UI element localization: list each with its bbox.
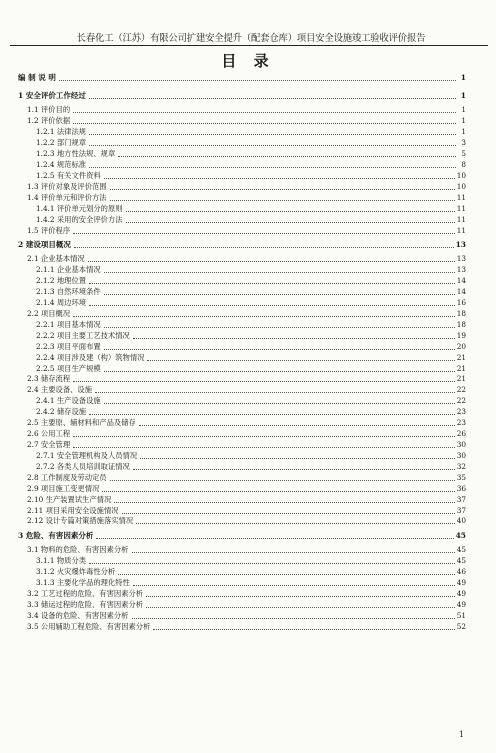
dot-leader [133,585,455,586]
toc-entry [36,319,466,330]
dot-leader [89,134,456,135]
toc-entry [27,494,466,505]
toc-entry [27,505,466,516]
toc-entry-label: 1.2 评价依据 [27,116,71,126]
toc-entry-label: 1.3 评价对象及评价范围 [27,181,107,191]
toc-entry-page: 40 [456,516,466,526]
toc-entry-label: 2.7 安全管理 [27,439,71,449]
toc-entry [36,406,466,417]
toc-entry-label: 2.1.2 地理位置 [36,276,87,286]
toc-entry [36,297,466,308]
dot-leader [110,189,455,190]
toc-entry-label: 2.1 企业基本情况 [27,254,85,264]
toc-entry-label: 2.2.5 项目生产规模 [36,363,101,373]
dot-leader [89,414,455,415]
dot-leader [73,316,455,317]
toc-entry-label: 1.2.5 有关文件资料 [36,170,101,180]
toc-entry [27,439,466,450]
toc-entry-label: 1.2.4 规范标准 [36,159,87,169]
toc-entry-label: 1.4.1 评价单元划分的原则 [36,203,123,213]
toc-entry-page: 46 [456,567,466,577]
toc-entry-page: 16 [456,298,466,307]
toc-entry [36,330,466,341]
toc-entry-label: 1.4 评价单元和评价方法 [27,192,107,202]
dot-leader [104,371,455,372]
toc-title: 目 录 [221,52,275,70]
toc-entry [36,395,466,406]
toc-entry [36,555,466,566]
toc-entry [36,286,466,297]
dot-leader [89,145,456,146]
dot-leader [73,112,456,113]
toc-entry [36,275,466,286]
toc-entry-page: 10 [456,181,466,191]
toc-entry-page: 3 [461,138,466,148]
toc-entry-label: 2.1.3 自然环境条件 [36,287,101,297]
toc-entry-page: 11 [456,214,466,224]
toc-entry [27,373,466,384]
dot-leader [133,338,455,339]
toc-entry-label: 编 制 说 明 [18,73,56,82]
toc-entry-label: 1.2.3 地方性法规、规章 [36,149,116,158]
toc-entry-label: 2.4.2 储存设施 [36,407,87,417]
dot-leader [118,574,454,575]
toc-entry-label: 2.1.1 企业基本情况 [36,265,101,275]
toc-entry-page: 45 [455,530,466,540]
toc-entry-page: 35 [456,472,466,482]
dot-leader [146,596,455,597]
toc-entry [36,203,466,214]
toc-entry-label: 3.4 设备的危险、有害因素分析 [27,610,129,620]
dot-leader [118,156,456,157]
toc-entry-page: 11 [456,192,466,202]
toc-entry-page: 10 [456,170,466,180]
dot-leader [110,480,455,481]
dot-leader [89,167,456,168]
report-header: 长春化工（江苏）有限公司扩建安全提升（配套仓库）项目安全设施竣工验收评价报告 [76,33,426,44]
toc-entry [27,515,466,526]
toc-entry [36,264,466,275]
toc-entry [36,577,466,588]
dot-leader [132,618,455,619]
toc-entry-page: 32 [456,461,466,471]
dot-leader [104,327,455,328]
dot-leader [110,200,455,201]
toc-entry-page: 14 [456,287,466,297]
dot-leader [73,381,455,382]
toc-entry-label: 2.2.2 项目主要工艺技术情况 [36,330,130,340]
toc-entry-page: 1 [461,116,466,126]
dot-leader [126,211,455,212]
toc-entry-page: 13 [456,265,466,275]
dot-leader [73,436,455,437]
toc-entry-label: 3.5 公用辅助工程危险、有害因素分析 [27,621,151,631]
dot-leader [136,523,455,524]
toc-entry [27,428,466,439]
toc-entry [36,159,466,170]
dot-leader [132,552,455,553]
toc-entry-label: 1.4.2 采用的安全评价方法 [36,214,123,224]
toc-entry-page: 19 [456,330,466,340]
toc-entry-label: 1 安全评价工作经过 [18,90,86,100]
toc-entry [27,610,466,621]
toc-entry-page: 18 [456,319,466,329]
toc-entry-label: 2.12 设计专篇对策措施落实情况 [27,516,134,526]
toc-entry-page: 23 [456,418,466,428]
toc-entry-page: 49 [456,588,466,598]
toc-entry-page: 1 [460,90,466,100]
dot-leader [104,294,455,295]
toc-entry-page: 26 [456,429,466,438]
dot-leader [126,222,455,223]
toc-entry [36,341,466,352]
dot-leader [95,392,455,393]
toc-entry-page: 21 [456,374,466,384]
toc-entry-label: 1.5 评价程序 [27,225,71,235]
toc-entry-label: 2.2.1 项目基本情况 [36,319,101,329]
toc-entry [36,566,466,577]
toc-entry [27,384,466,395]
toc-entry-label: 2.3 储存流程 [27,374,71,384]
toc-entry [36,170,466,181]
toc-entry [36,363,466,374]
dot-leader [104,403,455,404]
toc-entry-page: 37 [456,505,466,515]
toc-entry-page: 1 [461,105,466,115]
toc-entry-label: 2.2 项目概况 [27,308,71,318]
toc-entry-page: 37 [456,494,466,504]
dot-leader [89,305,455,306]
toc-entry-page: 8 [461,159,466,169]
toc-entry-label: 2.4 主要设备、设施 [27,385,93,395]
toc-entry-page: 21 [456,352,466,362]
toc-entry [27,115,466,126]
dot-leader [140,458,455,459]
toc-entry [27,472,466,483]
toc-entry-page: 5 [461,149,466,158]
toc-entry [18,239,466,250]
toc-entry [36,148,466,159]
dot-leader [104,178,455,179]
dot-leader [74,247,454,248]
toc-entry-label: 3.1 物料的危险、有害因素分析 [27,545,129,555]
dot-leader [73,233,455,234]
toc-entry [36,137,466,148]
toc-entry [27,544,466,555]
toc-entry-page: 52 [456,621,466,631]
toc-entry [36,450,466,461]
toc-entry [27,308,466,319]
toc-entry-page: 1 [461,127,466,137]
toc-entry [27,225,466,236]
toc-entry-page: 1 [460,73,466,82]
toc-entry [36,461,466,472]
dot-leader [96,538,453,539]
toc-entry [18,530,466,541]
toc-entry [27,599,466,610]
toc-entry-page: 14 [456,276,466,286]
dot-leader [133,469,455,470]
toc-entry [27,104,466,115]
toc-entry-page: 30 [456,450,466,460]
dot-leader [59,80,456,81]
toc-entry-label: 2.8 工作制度及劳动定员 [27,472,107,482]
dot-leader [139,425,455,426]
toc-entry-page: 18 [456,308,466,318]
toc-entry-page: 21 [456,363,466,373]
page-number: 1 [458,730,464,739]
toc-entry-page: 30 [456,439,466,449]
dot-leader [104,272,455,273]
toc-entry-label: 3.1.2 火灾爆炸毒性分析 [36,567,116,577]
dot-leader [102,491,454,492]
toc-entry-page: 11 [456,203,466,213]
toc-entry [27,181,466,192]
dot-leader [89,98,456,99]
toc-entry [36,126,466,137]
toc-entry [27,621,466,632]
toc-entry-label: 3 危险、有害因素分析 [18,530,94,540]
toc-entry-page: 23 [456,407,466,417]
dot-leader [122,513,455,514]
toc-entry-label: 1.2.2 部门规章 [36,138,87,148]
toc-entry-label: 2.7.2 各类人员培训取证情况 [36,461,130,471]
toc-entry [27,253,466,264]
toc-entry-label: 2.6 公用工程 [27,429,71,438]
toc-entry-page: 22 [456,396,466,406]
toc-entry-page: 22 [456,385,466,395]
dot-leader [88,261,455,262]
toc-entry [27,417,466,428]
toc-entry-page: 49 [456,599,466,609]
dot-leader [114,502,454,503]
toc-entry-label: 2.7.1 安全管理机构及人员情况 [36,450,138,460]
toc-entry [36,214,466,225]
toc-entry-label: 1.2.1 法律法规 [36,127,87,137]
dot-leader [153,629,454,630]
toc-entry-page: 45 [456,556,466,566]
toc-entry [18,90,466,101]
dot-leader [89,563,455,564]
toc-entry-page: 13 [455,239,466,249]
toc-entry-page: 36 [456,483,466,493]
toc-entry-page: 13 [456,254,466,264]
toc-entry [27,483,466,494]
toc-entry [27,588,466,599]
toc-entry-page: 20 [456,341,466,351]
toc-entry-label: 2.5 主要原、辅材料和产品及储存 [27,418,136,428]
dot-leader [146,607,455,608]
toc-entry-label: 2.11 项目采用安全设施情况 [27,505,119,515]
toc-entry-label: 3.3 储运过程的危险、有害因素分析 [27,599,144,609]
dot-leader [73,123,456,124]
toc-entry [27,192,466,203]
toc-entry-page: 45 [456,545,466,555]
toc-entry [18,72,466,83]
dot-leader [89,283,455,284]
toc-entry-page: 49 [456,578,466,587]
toc-entry-label: 3.1.3 主要化学品的理化特性 [36,578,130,587]
toc-entry-page: 11 [456,225,466,235]
dot-leader [73,447,455,448]
toc-entry [36,352,466,363]
toc-entry-label: 2.2.4 项目涉及建（构）筑物情况 [36,352,145,362]
toc-entry-label: 2.2.3 项目平面布置 [36,341,101,351]
toc-entry-label: 2 建设项目概况 [18,239,71,249]
toc-entry-label: 3.2 工艺过程的危险、有害因素分析 [27,588,144,598]
toc-entry-page: 51 [456,610,466,620]
toc-entry-label: 1.1 评价目的 [27,105,71,115]
toc-entry-label: 2.9 项目施工变更情况 [27,483,100,493]
dot-leader [104,349,455,350]
toc-entry-label: 2.1.4 周边环境 [36,298,87,307]
toc-entry-label: 2.10 生产装置试生产情况 [27,494,112,504]
dot-leader [147,360,454,361]
toc-entry-label: 2.4.1 生产设备设施 [36,396,101,406]
toc-entry-label: 3.1.1 物质分类 [36,556,87,566]
